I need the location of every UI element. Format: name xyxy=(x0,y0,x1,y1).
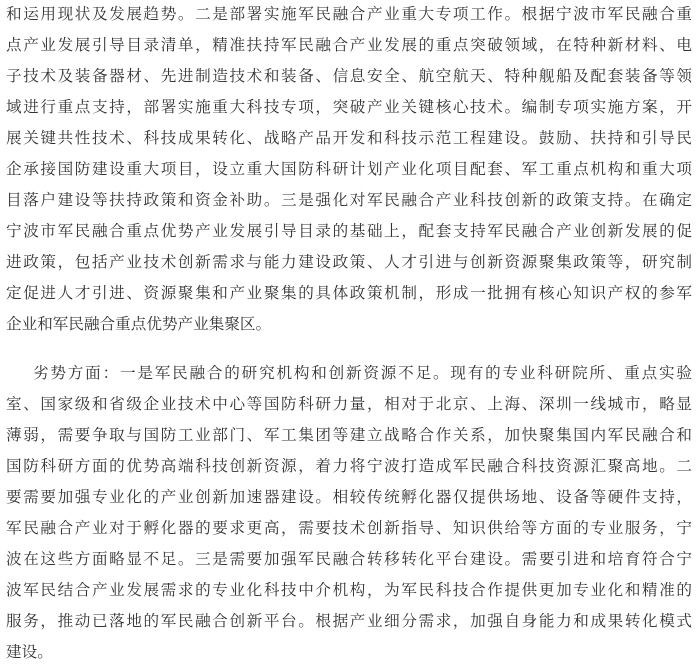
paragraph-2-line-8: 波军民结合产业发展需求的专业化科技中介机构，为军民科技合作提供更加专业化和精准的 xyxy=(6,581,692,599)
paragraph-1-line-11: 企业和军民融合重点优势产业集聚区。 xyxy=(6,315,272,333)
paragraph-2-line-6: 军民融合产业对于孵化器的要求更高，需要技术创新指导、知识供给等方面的专业服务，宁 xyxy=(6,519,692,537)
paragraph-1-line-3: 子技术及装备器材、先进制造技术和装备、信息安全、航空航天、特种舰船及配套装备等领 xyxy=(6,67,692,85)
paragraph-2-line-2: 室、国家级和省级企业技术中心等国防科研力量，相对于北京、上海、深圳一线城市，略显 xyxy=(6,395,692,413)
paragraph-2-line-4: 国防科研方面的优势高端科技创新资源，着力将宁波打造成军民融合科技资源汇聚高地。二 xyxy=(6,457,692,475)
paragraph-2-line-3: 薄弱，需要争取与国防工业部门、军工集团等建立战略合作关系，加快聚集国内军民融合和 xyxy=(6,426,692,444)
paragraph-1-line-10: 定促进人才引进、资源聚集和产业聚集的具体政策机制，形成一批拥有核心知识产权的参军 xyxy=(6,284,692,302)
paragraph-2-line-7: 波在这些方面略显不足。三是需要加强军民融合转移转化平台建设。需要引进和培育符合宁 xyxy=(6,550,692,568)
paragraph-2-line-9: 服务，推动已落地的军民融合创新平台。根据产业细分需求，加强自身能力和成果转化模式 xyxy=(6,612,692,630)
paragraph-1-line-9: 进政策，包括产业技术创新需求与能力建设政策、人才引进与创新资源聚集政策等，研究制 xyxy=(6,253,692,271)
paragraph-2-line-5: 要需要加强专业化的产业创新加速器建设。相较传统孵化器仅提供场地、设备等硬件支持， xyxy=(6,488,692,506)
paragraph-1-line-6: 企承接国防建设重大项目，设立重大国防科研计划产业化项目配套、军工重点机构和重大项 xyxy=(6,160,692,178)
paragraph-1-line-2: 点产业发展引导目录清单，精准扶持军民融合产业发展的重点突破领域，在特种新材料、电 xyxy=(6,36,692,54)
paragraph-1-line-4: 域进行重点支持，部署实施重大科技专项，突破产业关键核心技术。编制专项实施方案，开 xyxy=(6,98,692,116)
paragraph-2-line-1: 劣势方面：一是军民融合的研究机构和创新资源不足。现有的专业科研院所、重点实验 xyxy=(6,364,692,382)
paragraph-1-line-1: 和运用现状及发展趋势。二是部署实施军民融合产业重大专项工作。根据宁波市军民融合重 xyxy=(6,5,692,23)
paragraph-1-line-5: 展关键共性技术、科技成果转化、战略产品开发和科技示范工程建设。鼓励、扶持和引导民 xyxy=(6,129,692,147)
paragraph-2-line-10: 建设。 xyxy=(6,643,53,661)
paragraph-1-line-8: 宁波市军民融合重点优势产业发展引导目录的基础上，配套支持军民融合产业创新发展的促 xyxy=(6,222,692,240)
paragraph-1-line-7: 目落户建设等扶持政策和资金补助。三是强化对军民融合产业科技创新的政策支持。在确定 xyxy=(6,191,692,209)
